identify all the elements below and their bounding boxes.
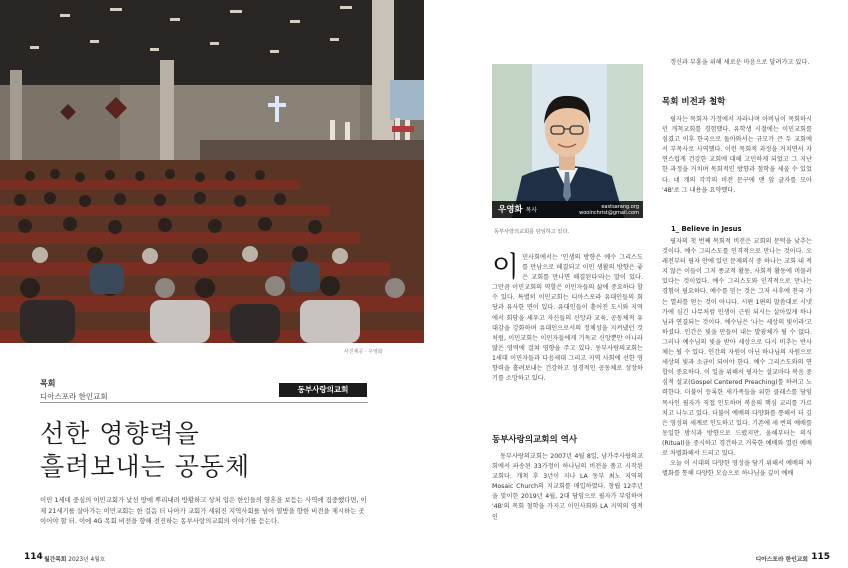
church-website: eastsarang.org: [601, 204, 639, 210]
pastor-name-text: 우영화: [498, 205, 523, 215]
headline-line-1: 선한 영향력을: [40, 419, 200, 448]
left-folio: [0, 546, 424, 568]
title-divider: [40, 402, 368, 403]
worship-paragraph: 오늘 이 시대의 다양한 영성을 담기 위해서 예배의 차별화를 통해 다양한 모습으로 하나님을 깊이 예배: [662, 460, 812, 478]
section-heading-history: 동부사랑의교회의 역사: [492, 435, 578, 445]
history-column: [492, 452, 643, 523]
church-name-tag: 동부사랑의교회: [279, 383, 367, 397]
category-subtitle: 디아스포라 한인교회: [40, 392, 108, 401]
intro-column: [492, 250, 643, 384]
photo-credit: 사진제공 · 우영화: [344, 349, 383, 355]
folio-section-name: 디아스포라 한인교회: [755, 556, 808, 563]
pastor-portrait-illustration: [492, 64, 643, 218]
intro-text: 민사회에서는 '인생의 방향은 예수 그리스도를 만남으로 해결되고 이민 생활의 방향은 좋은 교회를 만나면 해결된다'라는 말이 있다. 그만큼 이민교회의 역할은 이민자들의 삶에 중요하다 할 수 있다. 특별히 이민교회는 디아스포라 유대인들의 회당과 유사한 면이 있다. 유대인들이 흩어진 도시와 지역에서 회당을 세우고 자신들의 신앙과 교육, 공동체적 유대감을 강화하며 유대인으로서의 정체성을 지켜냈던 것처럼, 이민교회는 이민자들에게 기독교 신앙뿐만 아니라 많은 영역에 걸쳐 영향을 주고 있다. 동부사랑의교회는 1세대 이민자들과 다음세대 그리고 지역 사회에 선한 영향력을 흘려보내는 건강하고 성경적인 공동체로 성장하기를 소망하고 있다.: [492, 254, 643, 383]
believe-paragraph: 필자의 첫 번째 목회적 비전은 교회의 문턱을 낮추는 것이다. 예수 그리스도를 인격적으로 만나는 것이다. 오래전부터 필자 안에 있던 문제의식 중 하나는 교회 내 적지 않은 이들이 그저 종교적 활동, 사회적 활동에 머물러 있다는 것이었다. 예수 그리스도와 인격적으로 만나는 경험이 필요하다. 예수를 믿는 것은 그저 사후에 천국 가는 열쇠를 얻는 것이 아니다. 시편 1편의 말씀대로 시냇가에 심긴 나무처럼 인생이 근원 되시는 살아있게 하나님과 연결되는 것이다. 예수님은 '나는 세상의 빛이라'고 하셨다. 인간은 빛을 만들어 내는 발광체가 될 수 없다. 그러나 예수님의 빛을 받아 세상으로 다시 비추는 반사체는 될 수 있다. 인간의 자원이 아닌 하나님의 자원으로 세상의 빛과 소금이 되어야 한다. 예수 그리스도와의 연합이 중요하다. 이 일을 위해서 필자는 설교마다 복음 중심적 설교(Gospel Centered Preaching)를 하려고 노력한다. 더불어 등록한 새가족들을 위한 클래스를 담임목사인 필자가 직접 인도하며 복음의 핵심 교리를 가르치고 나누고 있다. 더불어 예배의 다양화를 통해서 더 깊은 영성의 세계로 인도하고 있다. 기존에 세 번의 예배를 동일한 방식과 방향으로 드렸지만, 올해부터는 의식(Ritual)을 중시하고 경건하고 거룩한 예배와 열린 예배로 차별화해서 드리고 있다.: [662, 238, 812, 457]
lead-paragraph: 이민 1세대 중심의 이민교회가 낯선 땅에 뿌리내려 방황하고 상처 입은 한인들의 영혼을 보듬는 사역에 집중했다면, 이제 21세기를 살아가는 이민교회는 한 걸음 더 나아가 교회가 세워진 지역사회를 넘어 열방을 향한 비전을 제시하는 곳이어야 할 터. 이에 4G 목회 비전을 향해 전진하는 동부사랑의교회의 이야기를 듣는다.: [40, 496, 367, 525]
pastor-portrait: [492, 64, 643, 218]
headline-line-2: 흘려보내는 공동체: [40, 452, 251, 481]
believe-column: [662, 237, 812, 479]
magazine-name: 월간목회: [44, 556, 67, 563]
pastor-name: [498, 203, 537, 215]
congregation-photo-illustration: [0, 0, 424, 343]
continuation-top: [662, 58, 812, 68]
issue-date: 2023년 4월호: [68, 556, 106, 563]
section-heading-vision: 목회 비전과 철학: [662, 97, 726, 107]
magazine-info: [44, 554, 105, 563]
right-page-number: 115: [811, 552, 830, 562]
subheading-believe: 1_ Believe in Jesus: [671, 225, 742, 233]
continuation-text: 갱신과 부흥을 위해 새로운 마음으로 달려가고 있다.: [670, 59, 810, 66]
article-headline: [40, 417, 250, 483]
right-page: [424, 0, 848, 568]
intro-paragraph: [492, 250, 643, 384]
left-page-number: 114: [24, 552, 43, 562]
category-label: 목회: [40, 379, 56, 388]
pastor-email: wooinchrist@gmail.com: [579, 210, 639, 216]
pastor-title: 목사: [525, 207, 538, 214]
congregation-photo: [0, 0, 424, 343]
right-folio: [424, 546, 848, 568]
drop-cap: 이: [492, 250, 520, 283]
portrait-caption: 동부사랑의교회를 담임하고 있다.: [494, 229, 570, 235]
history-paragraph: 동부사랑의교회는 2007년 4월 8일, 남가주사랑의교회에서 파송된 33가정이 하나님의 비전을 품고 시작된 교회다. 개척 후 3년이 지나 LA 동부 최노 지역의 Mosaic Church의 지교회를 매입하였다. 창립 12주년을 맞이한 2019년 4월, 2대 담임으로 필자가 부임하여 '4B'의 목회 철학을 가지고 이민사회와 LA 지역의 영적인: [492, 453, 643, 521]
vision-column: [662, 115, 812, 196]
vision-paragraph: 필자는 목회자 가정에서 자라나며 아버님이 목회하시던 개척교회를 경험했다. 유학생 시절에는 이민교회를 섬겼고 이후 한국으로 돌아와서는 규모가 큰 두 교회에서 부목사로 사역했다. 이런 목회적 과정을 거치면서 자연스럽게 건강한 교회에 대해 고민하게 되었고 그 지난한 과정을 거치며 목회적인 방향과 철학을 세울 수 있었다. 네 개의 각각의 비전 문구에 맨 앞 글자를 모아 '4B'로 그 내용을 요약했다.: [662, 116, 812, 194]
